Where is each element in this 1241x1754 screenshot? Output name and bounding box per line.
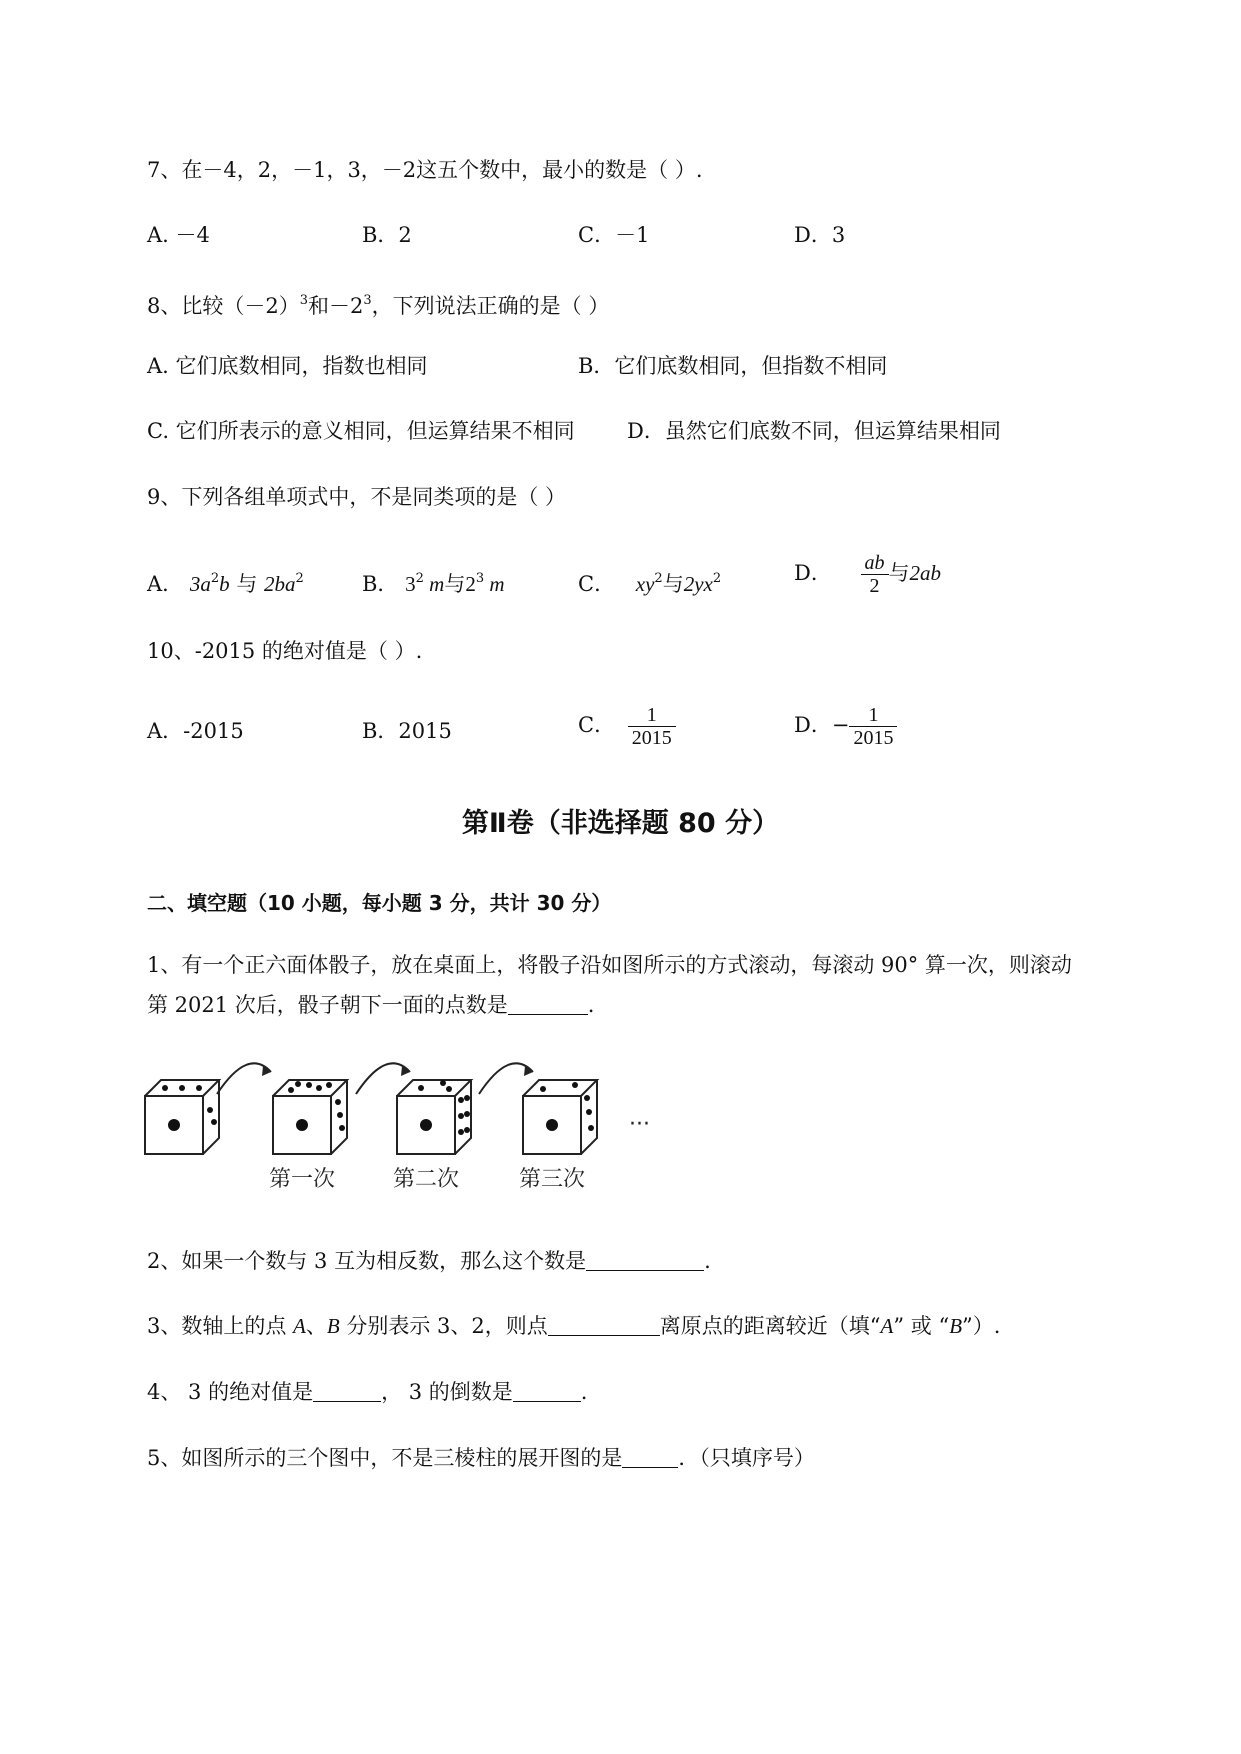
f3-point-b: B bbox=[326, 1314, 340, 1338]
q9-option-b-label: B． bbox=[362, 572, 399, 596]
q9-c-exp1: 2 bbox=[654, 571, 663, 586]
f3-sep: 、 bbox=[305, 1314, 327, 1338]
q10-c-denominator: 2015 bbox=[631, 727, 672, 749]
q10-option-a: A．-2015 bbox=[147, 719, 244, 743]
f3-text-post3: ”）. bbox=[962, 1314, 1001, 1338]
section-subtitle: 二、填空题（10 小题，每小题 3 分，共计 30 分） bbox=[147, 891, 612, 915]
q9-stem: 9、下列各组单项式中，不是同类项的是（ ） bbox=[147, 485, 567, 509]
q9-c-connector: 与 bbox=[662, 572, 684, 596]
f4-answer-blank-2 bbox=[513, 1381, 581, 1402]
f3-answer-blank bbox=[548, 1315, 660, 1336]
f2-stem bbox=[147, 1246, 711, 1276]
f4-text-mid: ， 3 的倒数是 bbox=[381, 1380, 513, 1404]
q8-stem-pre: 8、比较（－2） bbox=[147, 294, 300, 318]
die-start bbox=[145, 1080, 219, 1154]
f3-choice-b: B bbox=[949, 1314, 963, 1338]
dice-figure bbox=[143, 1052, 663, 1212]
q10-d-sign: − bbox=[831, 713, 850, 737]
q9-option-a bbox=[147, 564, 304, 599]
section-title: 第Ⅱ卷（非选择题 80 分） bbox=[461, 808, 780, 839]
q9-a-connector: 与 bbox=[229, 572, 264, 596]
q9-b-term1: 3 bbox=[405, 572, 416, 596]
q10-option-d-label: D． bbox=[794, 713, 832, 737]
q8-stem bbox=[147, 286, 609, 321]
q9-d-term: 2ab bbox=[909, 561, 942, 585]
q7-option-c: C．－1 bbox=[578, 223, 650, 247]
f2-tail: . bbox=[704, 1249, 711, 1273]
q9-b-term3: 2 bbox=[465, 572, 476, 596]
q9-d-fraction bbox=[861, 552, 889, 597]
f3-point-a: A bbox=[293, 1314, 306, 1338]
f2-answer-blank bbox=[586, 1250, 704, 1271]
q10-d-fraction bbox=[849, 704, 897, 749]
f5-answer-blank bbox=[622, 1447, 678, 1468]
dice-label-3: 第三次 bbox=[518, 1167, 586, 1192]
f3-stem bbox=[147, 1311, 1000, 1341]
q10-option-c bbox=[578, 704, 676, 749]
f3-text-pre: 3、数轴上的点 bbox=[147, 1314, 294, 1338]
f4-stem bbox=[147, 1377, 587, 1407]
q9-a-term3: 2ba bbox=[264, 572, 296, 596]
f3-text-mid: 分别表示 3、2，则点 bbox=[339, 1314, 548, 1338]
q9-d-numerator: ab bbox=[861, 552, 889, 575]
q9-b-term4: m bbox=[484, 572, 505, 596]
q9-d-denominator: 2 bbox=[869, 575, 880, 597]
q8-option-d: D．虽然它们底数不同，但运算结果相同 bbox=[627, 419, 1001, 443]
q9-b-exp2: 3 bbox=[475, 571, 485, 586]
q10-option-c-label: C． bbox=[578, 713, 616, 737]
q7-option-b: B．2 bbox=[362, 223, 412, 247]
q10-c-numerator: 1 bbox=[628, 704, 676, 727]
q9-a-exp2: 2 bbox=[295, 571, 304, 586]
q9-a-term2: b bbox=[219, 572, 230, 596]
f5-tail: ．（只填序号） bbox=[678, 1446, 815, 1470]
f1-line2-text: 第 2021 次后，骰子朝下一面的点数是 bbox=[147, 993, 508, 1017]
q9-option-c-label: C． bbox=[578, 572, 616, 596]
q8-option-c: C. 它们所表示的意义相同，但运算结果不相同 bbox=[147, 419, 575, 443]
q10-stem: 10、-2015 的绝对值是（ ）. bbox=[147, 639, 423, 663]
q8-option-b: B．它们底数相同，但指数不相同 bbox=[578, 354, 888, 378]
die-roll-2 bbox=[397, 1080, 471, 1154]
q9-c-exp2: 2 bbox=[712, 571, 722, 586]
q8-stem-post: ，下列说法正确的是（ ） bbox=[371, 294, 610, 318]
q9-a-exp1: 2 bbox=[210, 571, 220, 586]
q10-d-numerator: 1 bbox=[849, 704, 897, 727]
q8-exponent-1: 3 bbox=[299, 293, 309, 308]
f4-text-pre: 4、 3 的绝对值是 bbox=[147, 1380, 314, 1404]
f2-text: 2、如果一个数与 3 互为相反数，那么这个数是 bbox=[147, 1249, 587, 1273]
f5-text-pre: 5、如图所示的三个图中，不是三棱柱的展开图的是 bbox=[147, 1446, 623, 1470]
q8-exponent-2: 3 bbox=[363, 293, 372, 308]
f3-choice-a: A bbox=[880, 1314, 894, 1338]
q7-option-a: A. －4 bbox=[147, 223, 210, 247]
q10-d-denominator: 2015 bbox=[853, 727, 894, 749]
q9-c-term2: 2yx bbox=[683, 572, 713, 596]
f4-answer-blank-1 bbox=[313, 1381, 381, 1402]
q9-b-exp1: 2 bbox=[415, 571, 424, 586]
q9-b-term2: m bbox=[423, 572, 445, 596]
die-roll-1 bbox=[273, 1080, 347, 1154]
q8-option-a: A. 它们底数相同，指数也相同 bbox=[147, 354, 428, 378]
f3-text-post1: 离原点的距离较近（填“ bbox=[659, 1314, 881, 1338]
dice-label-2: 第二次 bbox=[392, 1167, 460, 1192]
f5-stem bbox=[147, 1443, 815, 1473]
f1-line2 bbox=[147, 990, 594, 1020]
q7-option-d: D．3 bbox=[794, 223, 846, 247]
q9-option-c bbox=[578, 564, 721, 599]
q9-b-connector: 与 bbox=[444, 572, 466, 596]
die-roll-3 bbox=[523, 1080, 597, 1154]
dice-ellipsis: ··· bbox=[629, 1112, 650, 1137]
q8-stem-mid: 和－2 bbox=[308, 294, 364, 318]
q9-option-d-label: D． bbox=[794, 561, 832, 585]
q10-c-fraction bbox=[628, 704, 676, 749]
q9-option-a-label: A． bbox=[147, 572, 184, 596]
q10-option-b: B．2015 bbox=[362, 719, 452, 743]
q9-d-connector: 与 bbox=[888, 561, 910, 585]
q9-c-term1: xy bbox=[635, 572, 655, 596]
f1-line2-tail: . bbox=[587, 993, 595, 1017]
q10-option-d bbox=[794, 704, 897, 749]
dice-label-1: 第一次 bbox=[268, 1167, 336, 1192]
q9-option-b bbox=[362, 564, 505, 599]
f3-text-post2: ” 或 “ bbox=[893, 1314, 950, 1338]
f1-line1: 1、有一个正六面体骰子，放在桌面上，将骰子沿如图所示的方式滚动，每滚动 90° 算一次，则滚动 bbox=[147, 953, 1072, 977]
q9-option-d bbox=[794, 552, 941, 597]
q9-a-term1: 3a bbox=[189, 572, 211, 596]
f1-answer-blank bbox=[508, 994, 588, 1015]
q7-stem: 7、在－4，2，－1，3，－2这五个数中，最小的数是（ ）. bbox=[147, 158, 703, 182]
f4-tail: . bbox=[580, 1380, 588, 1404]
